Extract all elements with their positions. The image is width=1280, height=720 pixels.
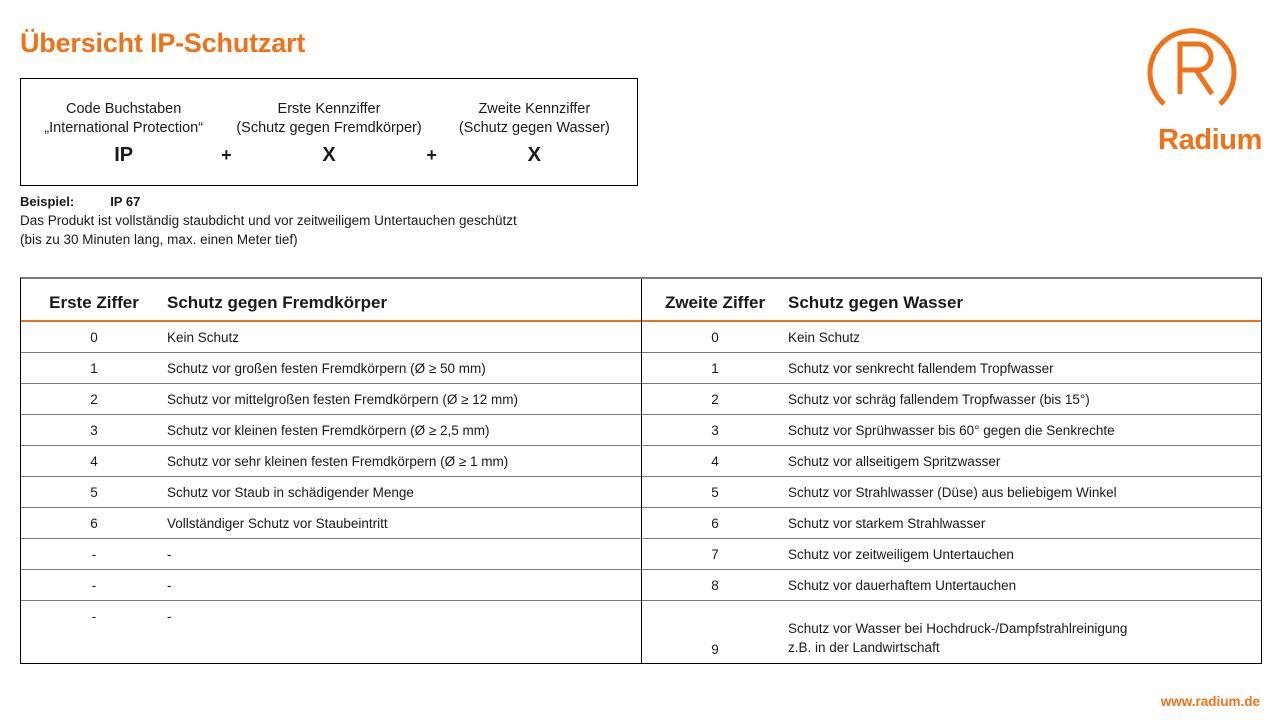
cell-digit: 2 — [711, 391, 719, 407]
cell-description: - — [167, 546, 172, 562]
table-row — [642, 477, 1261, 508]
cell-digit: 3 — [90, 422, 98, 438]
cell-description: Schutz vor kleinen festen Fremdkörpern (Ø ≥ 2,5 mm) — [167, 422, 490, 438]
cell-description: Schutz vor senkrecht fallendem Tropfwasser — [788, 360, 1054, 376]
cell-description: Kein Schutz — [788, 329, 861, 345]
table-body-left — [21, 322, 641, 632]
cell-digit: - — [91, 577, 97, 593]
page-title: Übersicht IP-Schutzart — [20, 28, 306, 58]
table-row — [642, 446, 1261, 477]
table-row — [21, 570, 641, 601]
table-row — [642, 570, 1261, 601]
cell-digit: 9 — [711, 642, 719, 657]
table-header-row-left — [21, 279, 641, 322]
table-row — [21, 539, 641, 570]
cell-digit: 4 — [90, 453, 98, 469]
table-second-digit — [641, 279, 1261, 663]
table-row — [21, 384, 641, 415]
example-label: Beispiel: — [20, 194, 75, 209]
cell-digit: 8 — [711, 577, 719, 593]
table-row — [21, 508, 641, 539]
cell-digit: 5 — [90, 484, 98, 500]
formula-term-x1: X — [322, 144, 336, 166]
table-row — [642, 539, 1261, 570]
cell-description: - — [167, 609, 172, 624]
formula-term-x2: X — [527, 144, 541, 166]
cell-description: Schutz vor Staub in schädigender Menge — [167, 484, 414, 500]
table-row — [21, 322, 641, 353]
footer-website-link[interactable]: www.radium.de — [1160, 694, 1260, 709]
cell-digit: 2 — [90, 391, 98, 407]
column-subtitle-letters: „International Protection“ — [44, 120, 204, 136]
table-first-digit — [21, 279, 641, 663]
cell-description: Schutz vor sehr kleinen festen Fremdkörpern (Ø ≥ 1 mm) — [167, 453, 509, 469]
cell-description: Schutz vor schräg fallendem Tropfwasser (bis 15°) — [788, 391, 1090, 407]
header-second-digit-desc: Schutz gegen Wasser — [788, 293, 964, 312]
cell-digit: 1 — [90, 360, 98, 376]
cell-digit: 4 — [711, 453, 719, 469]
cell-digit: 3 — [711, 422, 719, 438]
formula-term-ip: IP — [114, 144, 134, 166]
ip-code-labels — [21, 79, 637, 138]
example-code: IP 67 — [110, 194, 141, 209]
cell-description: Vollständiger Schutz vor Staubeintritt — [167, 515, 388, 531]
table-row — [642, 384, 1261, 415]
table-row — [642, 353, 1261, 384]
cell-description: Schutz vor starkem Strahlwasser — [788, 515, 986, 531]
cell-digit: - — [91, 546, 97, 562]
cell-digit: 5 — [711, 484, 719, 500]
cell-description: - — [167, 577, 172, 593]
cell-digit: 6 — [711, 515, 719, 531]
table-row — [21, 601, 641, 632]
table-row — [21, 353, 641, 384]
table-row — [642, 415, 1261, 446]
ip-rating-table — [20, 277, 1262, 664]
table-body-right — [642, 322, 1261, 663]
cell-digit: 6 — [90, 515, 98, 531]
radium-logo — [1122, 12, 1262, 162]
cell-description: Schutz vor Strahlwasser (Düse) aus beliebigem Winkel — [788, 484, 1117, 500]
table-row — [21, 446, 641, 477]
cell-digit: 1 — [711, 360, 719, 376]
ip-code-column-first-digit — [226, 100, 431, 138]
cell-digit: - — [91, 609, 97, 624]
cell-description: Schutz vor dauerhaftem Untertauchen — [788, 577, 1017, 593]
cell-description: Schutz vor großen festen Fremdkörpern (Ø ≥ 50 mm) — [167, 360, 486, 376]
table-row — [21, 477, 641, 508]
cell-description: Kein Schutz — [167, 329, 240, 345]
table-row — [642, 508, 1261, 539]
ip-code-column-second-digit — [432, 100, 637, 138]
cell-digit: 0 — [90, 329, 98, 345]
cell-digit: 0 — [711, 329, 719, 345]
table-row — [21, 415, 641, 446]
column-title-first-digit: Erste Kennziffer — [277, 101, 381, 117]
example-description-line-2: (bis zu 30 Minuten lang, max. einen Meter tief) — [20, 232, 298, 247]
header-first-digit-desc: Schutz gegen Fremdkörper — [167, 293, 388, 312]
example-description-line-1: Das Produkt ist vollständig staubdicht und vor zeitweiligem Untertauchen geschützt — [20, 213, 517, 228]
column-title-second-digit: Zweite Kennziffer — [478, 101, 591, 117]
logo-wordmark: Radium — [1158, 124, 1262, 156]
cell-description: Schutz vor mittelgroßen festen Fremdkörpern (Ø ≥ 12 mm) — [167, 391, 519, 407]
header-first-digit: Erste Ziffer — [49, 293, 139, 312]
cell-description: Schutz vor Sprühwasser bis 60° gegen die Senkrechte — [788, 422, 1115, 438]
ip-code-column-letters — [21, 100, 226, 138]
cell-description: Schutz vor Wasser bei Hochdruck-/Dampfstrahlreinigung z.B. in der Landwirtschaft — [788, 621, 1128, 655]
example-heading — [20, 193, 720, 211]
cell-digit: 7 — [711, 546, 719, 562]
column-title-letters: Code Buchstaben — [66, 101, 182, 117]
table-header-row-right — [642, 279, 1261, 322]
ip-code-formula: IP + X + X — [21, 144, 637, 167]
table-row — [642, 322, 1261, 353]
cell-description: Schutz vor allseitigem Spritzwasser — [788, 453, 1001, 469]
example-block — [20, 193, 720, 249]
ip-code-box — [20, 78, 638, 186]
cell-description: Schutz vor zeitweiligem Untertauchen — [788, 546, 1014, 562]
circle-r-icon — [1136, 12, 1248, 112]
column-subtitle-first-digit: (Schutz gegen Fremdkörper) — [236, 120, 422, 136]
table-row — [642, 601, 1261, 663]
column-subtitle-second-digit: (Schutz gegen Wasser) — [458, 120, 610, 136]
header-second-digit: Zweite Ziffer — [664, 293, 766, 312]
